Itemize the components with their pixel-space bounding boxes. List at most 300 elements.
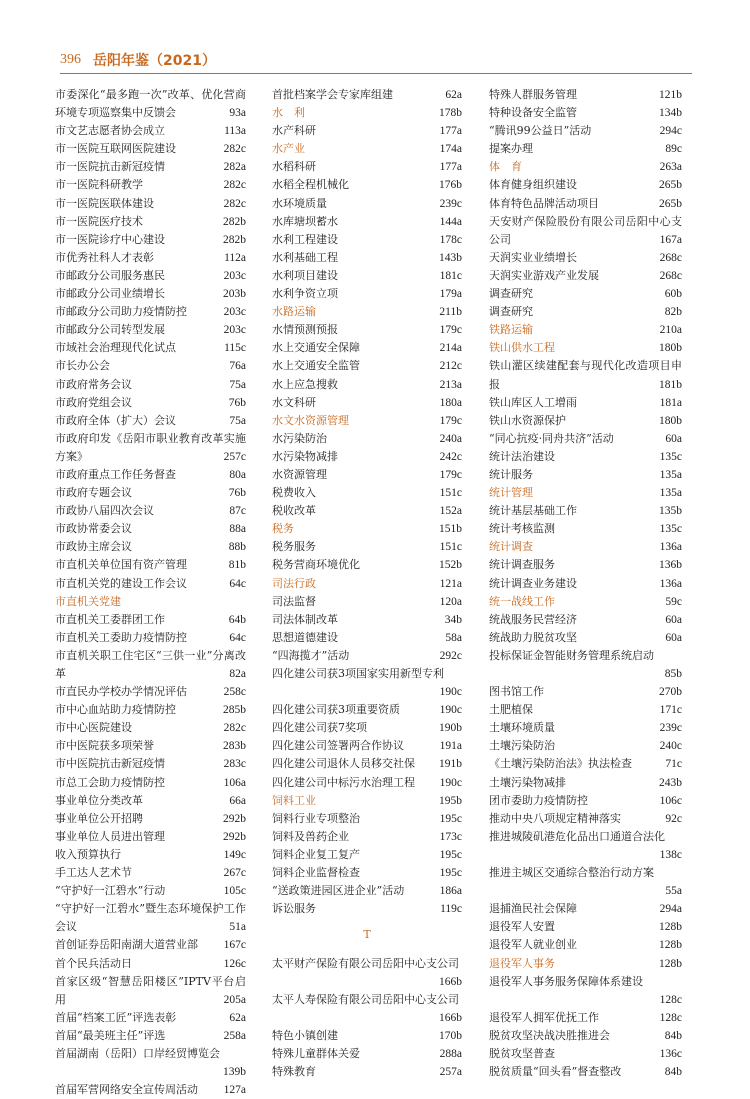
index-entry (489, 249, 682, 267)
index-entry (55, 195, 246, 213)
index-entry (489, 285, 682, 303)
entry-term: 土壤污染防治 (489, 739, 555, 753)
entry-page-ref: 62a (229, 1011, 246, 1024)
entry-term: “守护好一江碧水”暨生态环境保护工作会议 (55, 902, 246, 934)
entry-page-ref: 59c (665, 595, 682, 608)
entry-term: 司法监督 (272, 594, 316, 608)
entry-term: 体育健身组织建设 (489, 178, 577, 192)
entry-term: 市中医院获多项荣誉 (55, 739, 154, 753)
entry-page-ref: 64c (229, 577, 246, 590)
entry-term: 水上交通安全保障 (272, 341, 360, 355)
entry-page-ref: 240a (439, 432, 462, 445)
index-entry (55, 683, 246, 701)
entry-term: 特殊教育 (272, 1065, 316, 1079)
index-section-heading (489, 158, 682, 176)
entry-page-ref: 84b (664, 1029, 682, 1042)
index-entry (55, 86, 246, 122)
index-entry (55, 556, 246, 574)
entry-page-ref: 71c (665, 758, 682, 771)
index-entry (55, 466, 246, 484)
entry-term: 水稻全程机械化 (272, 178, 349, 192)
entry-page-ref: 282c (223, 197, 246, 210)
entry-term: 退役军人就业创业 (489, 938, 577, 952)
index-entry (55, 376, 246, 394)
entry-term: 脱贫攻坚决战决胜推进会 (489, 1028, 610, 1042)
index-entry (272, 430, 462, 448)
index-entry (55, 394, 246, 412)
entry-term: 退役军人事务服务保障体系建设 (489, 974, 643, 988)
entry-page-ref: 136b (659, 559, 682, 572)
entry-term: 统计基层基础工作 (489, 504, 577, 518)
entry-term: 特色小镇创建 (272, 1028, 338, 1042)
entry-term: “腾讯99公益日”活动 (489, 124, 592, 138)
index-entry (489, 647, 682, 683)
index-entry (55, 719, 246, 737)
entry-term: 首家区级“智慧岳阳楼区”IPTV平台启用 (55, 974, 246, 1006)
entry-term: 市委深化“最多跑一次”改革、优化营商环境专项巡察集中反馈会 (55, 88, 246, 120)
index-entry (272, 448, 462, 466)
index-section-heading (55, 593, 246, 611)
entry-term: 饲料行业专项整治 (272, 811, 360, 825)
entry-page-ref: 149c (223, 848, 246, 861)
entry-page-ref: 195c (439, 848, 462, 861)
entry-page-ref: 93a (229, 107, 246, 120)
entry-term: 水稻科研 (272, 160, 316, 174)
index-entry (489, 195, 682, 213)
entry-term: 水资源管理 (272, 467, 327, 481)
entry-term: 首届军营网络安全宣传周活动 (55, 1083, 198, 1097)
index-entry (489, 502, 682, 520)
index-entry (55, 575, 246, 593)
entry-term: 首届“最美班主任”评选 (55, 1028, 166, 1042)
index-entry (55, 412, 246, 430)
index-entry (489, 430, 682, 448)
entry-term: 水上应急搜救 (272, 377, 338, 391)
index-entry (55, 538, 246, 556)
index-entry (489, 1027, 682, 1045)
entry-term: 市政府重点工作任务督查 (55, 467, 176, 481)
index-entry (55, 1009, 246, 1027)
entry-term: 土肥植保 (489, 703, 533, 717)
entry-page-ref: 135a (659, 468, 682, 481)
entry-page-ref: 205a (223, 993, 246, 1006)
index-entry (489, 176, 682, 194)
entry-page-ref: 190c (439, 686, 462, 699)
index-entry (489, 122, 682, 140)
entry-page-ref: 167c (223, 939, 246, 952)
entry-term: 市总工会助力疫情防控 (55, 775, 165, 789)
index-entry (272, 864, 462, 882)
entry-page-ref: 167a (659, 233, 682, 246)
index-entry (272, 267, 462, 285)
entry-term: 市政府常务会议 (55, 377, 132, 391)
entry-page-ref: 292b (223, 830, 246, 843)
index-section-heading (489, 538, 682, 556)
entry-term: 市一医院诊疗中心建设 (55, 232, 165, 246)
entry-term: 体 育 (489, 160, 522, 174)
entry-term: 图书馆工作 (489, 685, 544, 699)
entry-term: “送政策进园区进企业”活动 (272, 884, 405, 898)
index-entry (272, 737, 462, 755)
entry-term: 市文艺志愿者协会成立 (55, 124, 165, 138)
index-entry (55, 158, 246, 176)
entry-term: 特种设备安全监管 (489, 106, 577, 120)
book-title: 岳阳年鉴（2021） (93, 53, 216, 69)
entry-term: “守护好一江碧水”行动 (55, 884, 166, 898)
page-header (60, 50, 216, 70)
index-section-heading (272, 520, 462, 538)
entry-term: 市优秀社科人才表彰 (55, 250, 154, 264)
index-entry (489, 737, 682, 755)
index-entry (489, 611, 682, 629)
entry-page-ref: 270b (659, 686, 682, 699)
index-entry (55, 701, 246, 719)
entry-term: 铁山库区人工增雨 (489, 395, 577, 409)
index-entry (272, 231, 462, 249)
index-section-heading (272, 303, 462, 321)
entry-term: 统一战线工作 (489, 594, 555, 608)
index-section-heading (489, 321, 682, 339)
entry-term: 市长办公会 (55, 359, 110, 373)
entry-term: 市一医院互联网医院建设 (55, 142, 176, 156)
entry-page-ref: 128c (659, 1011, 682, 1024)
index-entry (272, 176, 462, 194)
entry-term: 市直机关工委助力疫情防控 (55, 630, 187, 644)
entry-term: 水利基础工程 (272, 250, 338, 264)
entry-page-ref: 181a (659, 396, 682, 409)
page-number: 396 (60, 52, 81, 67)
entry-term: 《土壤污染防治法》执法检查 (489, 757, 632, 771)
index-entry (55, 430, 246, 466)
index-entry (55, 122, 246, 140)
entry-page-ref: 294c (659, 125, 682, 138)
entry-term: 铁山供水工程 (489, 341, 555, 355)
entry-term: 饲料及兽药企业 (272, 829, 349, 843)
entry-term: 水产科研 (272, 124, 316, 138)
entry-term: 统计调查业务建设 (489, 576, 577, 590)
index-section-heading (489, 955, 682, 973)
index-entry (55, 213, 246, 231)
entry-page-ref: 138c (659, 848, 682, 861)
entry-term: 推进主城区交通综合整治行动方案 (489, 866, 654, 880)
index-entry (272, 828, 462, 846)
entry-term: 首个民兵活动日 (55, 956, 132, 970)
index-entry (489, 918, 682, 936)
entry-page-ref: 58a (445, 631, 462, 644)
entry-page-ref: 288a (439, 1047, 462, 1060)
index-entry (489, 104, 682, 122)
index-entry (272, 484, 462, 502)
entry-page-ref: 177a (439, 161, 462, 174)
index-entry (272, 900, 462, 918)
entry-term: 统计调查服务 (489, 558, 555, 572)
entry-term: 水路运输 (272, 305, 316, 319)
entry-page-ref: 66a (229, 794, 246, 807)
index-section-heading (489, 484, 682, 502)
entry-page-ref: 82b (664, 306, 682, 319)
entry-page-ref: 119c (440, 903, 462, 916)
entry-page-ref: 135b (659, 505, 682, 518)
entry-term: 水污染防治 (272, 431, 327, 445)
entry-page-ref: 257a (439, 1066, 462, 1079)
index-entry (55, 339, 246, 357)
entry-page-ref: 258a (223, 1029, 246, 1042)
entry-term: 四化建公司获7奖项 (272, 721, 367, 735)
entry-page-ref: 60a (665, 613, 682, 626)
entry-term: 市直机关单位国有资产管理 (55, 558, 187, 572)
index-entry (272, 991, 462, 1027)
entry-page-ref: 82a (229, 668, 246, 680)
entry-page-ref: 212c (439, 360, 462, 373)
entry-page-ref: 211b (439, 306, 462, 319)
entry-page-ref: 186a (439, 885, 462, 898)
entry-term: 水环境质量 (272, 196, 327, 210)
entry-term: “四海揽才”活动 (272, 648, 350, 662)
entry-term: 市直机关党建 (55, 594, 121, 608)
entry-page-ref: 135c (659, 523, 682, 536)
entry-term: 饲料工业 (272, 793, 316, 807)
entry-term: 市邮政分公司助力疫情防控 (55, 305, 187, 319)
entry-page-ref: 106c (659, 794, 682, 807)
entry-page-ref: 151c (439, 487, 462, 500)
index-entry (272, 538, 462, 556)
entry-term: 税务 (272, 522, 294, 536)
index-entry (272, 213, 462, 231)
entry-page-ref: 268c (659, 251, 682, 264)
entry-term: 水情预测预报 (272, 323, 338, 337)
index-entry (489, 303, 682, 321)
entry-term: 特殊儿童群体关爱 (272, 1046, 360, 1060)
index-entry (55, 267, 246, 285)
index-entry (489, 792, 682, 810)
entry-term: 退捕渔民社会保障 (489, 902, 577, 916)
entry-page-ref: 89c (665, 143, 682, 156)
index-entry (55, 502, 246, 520)
entry-page-ref: 190b (439, 722, 462, 735)
index-section-heading (272, 575, 462, 593)
entry-page-ref: 179c (439, 324, 462, 337)
entry-page-ref: 195b (439, 794, 462, 807)
entry-page-ref: 268c (659, 269, 682, 282)
entry-page-ref: 190c (439, 776, 462, 789)
entry-page-ref: 282b (223, 215, 246, 228)
entry-page-ref: 76a (229, 360, 246, 373)
entry-term: 统计调查 (489, 540, 533, 554)
entry-term: 水文水资源管理 (272, 413, 349, 427)
index-column-2 (272, 86, 462, 1081)
index-entry (272, 122, 462, 140)
index-entry (272, 339, 462, 357)
entry-term: 市邮政分公司转型发展 (55, 323, 165, 337)
index-section-heading (272, 104, 462, 122)
entry-term: 四化建公司退休人员移交社保 (272, 757, 415, 771)
index-entry (272, 1027, 462, 1045)
entry-page-ref: 239c (439, 197, 462, 210)
entry-term: 投标保证金智能财务管理系统启动 (489, 648, 654, 662)
index-entry (272, 376, 462, 394)
entry-term: 市政协八届四次会议 (55, 504, 154, 518)
index-entry (272, 755, 462, 773)
entry-page-ref: 181b (659, 378, 682, 391)
index-entry (55, 484, 246, 502)
entry-page-ref: 136a (659, 541, 682, 554)
entry-page-ref: 282a (223, 161, 246, 174)
entry-page-ref: 143b (439, 251, 462, 264)
entry-term: 退役军人事务 (489, 956, 555, 970)
index-section-heading (489, 339, 682, 357)
entry-term: 天润实业业绩增长 (489, 250, 577, 264)
entry-page-ref: 151b (439, 523, 462, 536)
entry-page-ref: 139b (223, 1066, 246, 1079)
entry-term: 脱贫质量“回头看”督查整改 (489, 1065, 622, 1079)
index-entry (489, 448, 682, 466)
entry-page-ref: 242c (439, 450, 462, 463)
entry-page-ref: 180b (659, 342, 682, 355)
index-entry (489, 556, 682, 574)
entry-term: 首届湖南（岳阳）口岸经贸博览会 (55, 1046, 220, 1060)
index-entry (55, 810, 246, 828)
entry-term: 市直机关党的建设工作会议 (55, 576, 187, 590)
index-entry (55, 321, 246, 339)
index-entry (272, 321, 462, 339)
entry-page-ref: 88b (228, 541, 246, 554)
index-entry (272, 593, 462, 611)
entry-page-ref: 239c (659, 722, 682, 735)
entry-page-ref: 265b (659, 197, 682, 210)
entry-term: 市直机关工委群团工作 (55, 612, 165, 626)
entry-page-ref: 174a (439, 143, 462, 156)
index-entry (55, 303, 246, 321)
entry-term: 思想道德建设 (272, 630, 338, 644)
index-entry (489, 755, 682, 773)
index-entry (55, 882, 246, 900)
index-entry (489, 412, 682, 430)
index-entry (55, 737, 246, 755)
entry-page-ref: 267c (223, 867, 246, 880)
entry-term: 事业单位公开招聘 (55, 811, 143, 825)
entry-page-ref: 203c (223, 324, 246, 337)
entry-page-ref: 195c (439, 867, 462, 880)
entry-term: 团市委助力疫情防控 (489, 793, 588, 807)
entry-term: 首届“档案工匠”评选表彰 (55, 1010, 177, 1024)
entry-term: 市中心医院建设 (55, 721, 132, 735)
entry-term: 市政府全体（扩大）会议 (55, 413, 176, 427)
index-entry (272, 701, 462, 719)
entry-page-ref: 178b (439, 107, 462, 120)
index-entry (272, 556, 462, 574)
entry-term: “同心抗疫·同舟共济”活动 (489, 431, 614, 445)
entry-term: 四化建公司中标污水治理工程 (272, 775, 415, 789)
entry-term: 铁路运输 (489, 323, 533, 337)
entry-page-ref: 60a (665, 631, 682, 644)
entry-page-ref: 134b (659, 107, 682, 120)
index-entry (272, 629, 462, 647)
entry-term: 天安财产保险股份有限公司岳阳中心支公司 (489, 214, 682, 246)
entry-term: 税费收入 (272, 486, 316, 500)
entry-page-ref: 257c (223, 450, 246, 463)
entry-page-ref: 152b (439, 559, 462, 572)
entry-term: 市中心血站助力疫情防控 (55, 703, 176, 717)
entry-term: 水利争资立项 (272, 287, 338, 301)
entry-page-ref: 34b (444, 613, 462, 626)
index-entry (272, 195, 462, 213)
index-entry (272, 611, 462, 629)
entry-page-ref: 152a (439, 505, 462, 518)
entry-term: 调查研究 (489, 305, 533, 319)
index-entry (55, 231, 246, 249)
entry-page-ref: 85b (664, 668, 682, 680)
index-entry (272, 719, 462, 737)
index-entry (55, 520, 246, 538)
entry-page-ref: 80a (229, 468, 246, 481)
entry-term: 收入预算执行 (55, 847, 121, 861)
index-entry (272, 86, 462, 104)
entry-page-ref: 128b (659, 957, 682, 970)
entry-page-ref: 243b (659, 776, 682, 789)
index-entry (272, 394, 462, 412)
entry-term: 司法体制改革 (272, 612, 338, 626)
entry-page-ref: 258c (223, 686, 246, 699)
entry-term: 手工达人艺术节 (55, 866, 132, 880)
entry-page-ref: 144a (439, 215, 462, 228)
index-entry (272, 882, 462, 900)
entry-term: 特殊人群服务管理 (489, 88, 577, 101)
entry-page-ref: 191a (439, 740, 462, 753)
index-entry (489, 1063, 682, 1081)
index-entry (55, 357, 246, 375)
entry-term: 饲料企业监督检查 (272, 866, 360, 880)
index-entry (272, 774, 462, 792)
entry-term: 诉讼服务 (272, 902, 316, 916)
index-entry (489, 719, 682, 737)
index-entry (55, 629, 246, 647)
entry-page-ref: 240c (659, 740, 682, 753)
index-entry (272, 357, 462, 375)
entry-page-ref: 282c (223, 143, 246, 156)
index-entry (55, 828, 246, 846)
entry-term: 市政府印发《岳阳市职业教育改革实施方案》 (55, 431, 246, 463)
entry-term: 四化建公司获3项国家实用新型专利 (272, 667, 444, 680)
index-entry (489, 357, 682, 393)
entry-term: 提案办理 (489, 142, 533, 156)
entry-page-ref: 214a (439, 342, 462, 355)
entry-page-ref: 282b (223, 233, 246, 246)
entry-page-ref: 55a (665, 885, 682, 898)
index-column-3 (489, 86, 682, 1081)
index-entry (55, 792, 246, 810)
entry-page-ref: 127a (223, 1084, 246, 1097)
index-entry (272, 647, 462, 665)
index-entry (272, 665, 462, 701)
entry-term: 市政府专题会议 (55, 486, 132, 500)
index-entry (55, 973, 246, 1009)
entry-page-ref: 64c (229, 631, 246, 644)
entry-term: 统计考核监测 (489, 522, 555, 536)
entry-page-ref: 76b (228, 396, 246, 409)
entry-term: 推进城陵矶港危化品出口通道合法化 (489, 829, 665, 843)
entry-term: 四化建公司签署两合作协议 (272, 739, 404, 753)
index-entry (272, 249, 462, 267)
index-entry (272, 285, 462, 303)
entry-term: 统战助力脱贫攻坚 (489, 630, 577, 644)
entry-page-ref: 166b (439, 975, 462, 988)
entry-page-ref: 128b (659, 939, 682, 952)
index-entry (55, 864, 246, 882)
entry-page-ref: 263a (659, 161, 682, 174)
index-column-1 (55, 86, 246, 1099)
index-entry (489, 936, 682, 954)
entry-page-ref: 195c (439, 812, 462, 825)
